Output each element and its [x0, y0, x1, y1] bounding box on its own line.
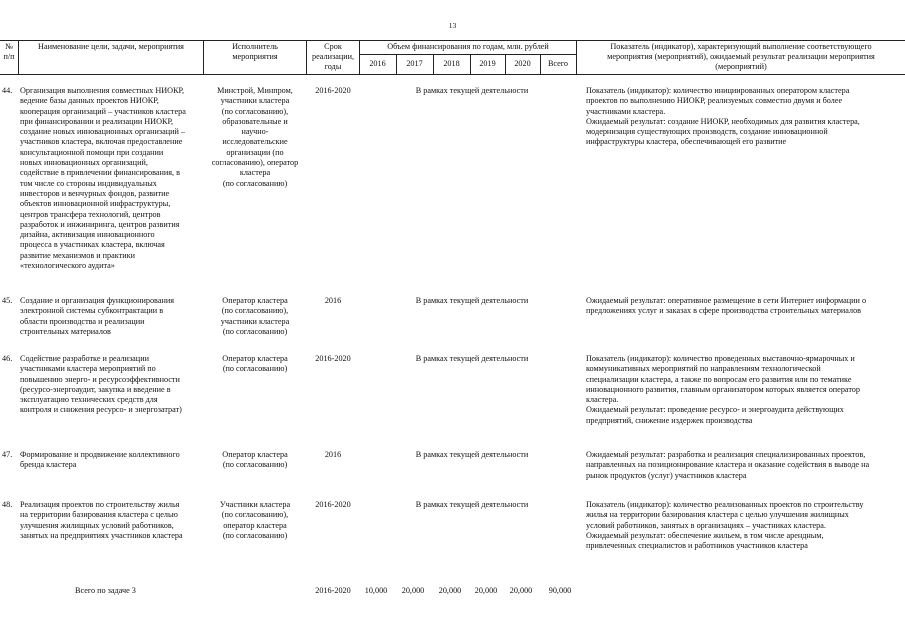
total-2019: 20,000: [474, 586, 498, 595]
row-indicator: Показатель (индикатор): количество реализованных проектов по строительству жилья на территории базирования кластера с целью улучшения жилищных условий работников, занятых в организациях – участниках кластера. Ожидаемый результат: обеспечение жильем, в том числе арендным, привлеченных специалистов и работников участников кластера: [586, 500, 864, 551]
row-executor: Оператор кластера (по согласованию): [222, 450, 288, 470]
row-executor: Минстрой, Минпром, участники кластера (по согласованию), образовательные и научно- исследовательские организации (по согласованию), оператор кластера (по согласованию): [211, 86, 299, 188]
header-year-2018: 2018: [443, 59, 460, 68]
header-year-2019: 2019: [479, 59, 496, 68]
row-number: 47.: [2, 450, 13, 459]
page-number: 13: [448, 21, 457, 30]
header-name: Наименование цели, задачи, мероприятия: [38, 42, 184, 51]
row-indicator: Показатель (индикатор): количество инициированных оператором кластера проектов по выполнению НИОКР, реализуемых совместно двумя и более участниками кластера. Ожидаемый результат: создание НИОКР, необходимых для развития кластера, модернизация существующих производств, создание инновационной инфраструктуры кластера, обеспечивающей его развитие: [586, 86, 860, 147]
row-number: 46.: [2, 354, 13, 363]
row-finance: В рамках текущей деятельности: [415, 86, 529, 95]
row-name: Содействие разработке и реализации участниками кластера мероприятий по повышению энерго- и ресурсоэффективности (ресурсо-энергоаудит, закупка и введение в эксплуатацию технических средств для контроля и снижения ресурсо- и энергозатрат): [20, 354, 182, 415]
row-term: 2016: [324, 296, 342, 305]
row-term: 2016: [324, 450, 342, 459]
row-executor: Оператор кластера (по согласованию), участники кластера (по согласованию): [220, 296, 290, 336]
header-total: Всего: [547, 59, 569, 68]
row-executor: Участники кластера (по согласованию), оператор кластера (по согласованию): [219, 500, 291, 540]
header-year-2017: 2017: [406, 59, 423, 68]
row-name: Организация выполнения совместных НИОКР, ведение базы данных проектов НИОКР, кооперация организаций – участников кластера при финансировании и реализации НИОКР, создание новых инновационных организаций – участников кластера, включая предоставление консультационной помощи при создании новых инновационных организаций, содействие в привлечении финансирования, в том числе со стороны индивидуальных инвесторов и венчурных фондов, развитие объектов инновационной инфраструктуры, центров трансфера технологий, центров разработок и инжиниринга, центров развития дизайна, активизация инновационного процесса в участниках кластера, включая развитие механизмов и практики «технологического аудита»: [20, 86, 186, 271]
row-finance: В рамках текущей деятельности: [415, 296, 529, 305]
total-term: 2016-2020: [315, 586, 351, 595]
total-2020: 20,000: [509, 586, 533, 595]
row-finance: В рамках текущей деятельности: [415, 500, 529, 509]
header-year-2020: 2020: [514, 59, 531, 68]
row-number: 48.: [2, 500, 13, 509]
total-label: Всего по задаче 3: [75, 586, 136, 595]
row-name: Реализация проектов по строительству жилья на территории базирования кластера с целью улучшения жилищных условий работников, занятых на предприятиях участников кластера: [20, 500, 183, 540]
row-finance: В рамках текущей деятельности: [415, 450, 529, 459]
row-finance: В рамках текущей деятельности: [415, 354, 529, 363]
total-2017: 20,000: [401, 586, 425, 595]
row-executor: Оператор кластера (по согласованию): [222, 354, 288, 374]
header-indicator: Показатель (индикатор), характеризующий выполнение соответствующего мероприятия (мероприятий), ожидаемый результат реализации мероприятия (мероприятий): [607, 42, 875, 71]
row-number: 45.: [2, 296, 13, 305]
row-indicator: Ожидаемый результат: разработка и реализация специализированных проектов, направленных на позиционирование кластера и оказание содействия в выводе на рынок продуктов (услуг) участников кластера: [586, 450, 870, 480]
row-term: 2016-2020: [315, 354, 351, 363]
header-executor: Исполнитель мероприятия: [232, 42, 278, 61]
row-indicator: Показатель (индикатор): количество проведенных выставочно-ярмарочных и коммуникативных мероприятий по направлениям технологической специализации кластера, а также по вопросам его развития или по тематике инновационного развития, главным организатором которых является оператор кластера. Ожидаемый результат: проведение ресурсо- и энергоаудита действующих предприятий, снижение издержек производства: [586, 354, 860, 425]
row-number: 44.: [2, 86, 13, 95]
row-name: Формирование и продвижение коллективного бренда кластера: [20, 450, 180, 470]
row-name: Создание и организация функционирования электронной системы субконтрактации в области производства и реализации строительных материалов: [20, 296, 174, 336]
header-num: № п/п: [3, 42, 15, 61]
total-all: 90,000: [548, 586, 572, 595]
header-term: Срок реализации, годы: [311, 42, 355, 71]
header-year-2016: 2016: [369, 59, 386, 68]
total-2018: 20,000: [438, 586, 462, 595]
row-term: 2016-2020: [315, 86, 351, 95]
row-term: 2016-2020: [315, 500, 351, 509]
row-indicator: Ожидаемый результат: оперативное размещение в сети Интернет информации о предложениях услуг и заказах в сфере производства строительных материалов: [586, 296, 867, 316]
total-2016: 10,000: [364, 586, 388, 595]
header-finance: Объем финансирования по годам, млн. рублей: [387, 42, 549, 51]
